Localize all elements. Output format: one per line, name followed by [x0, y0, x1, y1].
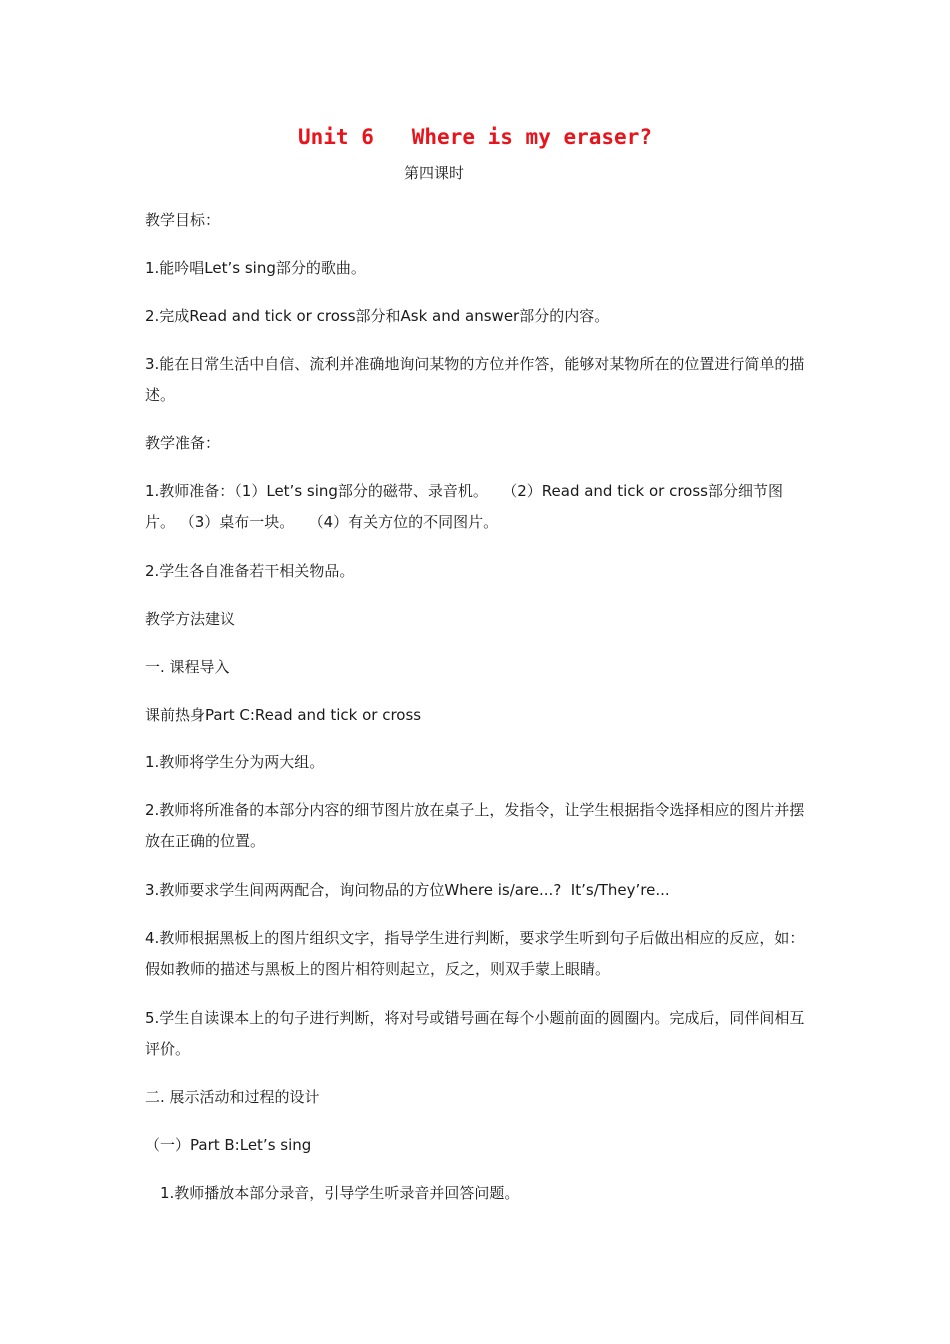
paragraph: 4.教师根据黑板上的图片组织文字，指导学生进行判断，要求学生听到句子后做出相应的反应，如：假如教师的描述与黑板上的图片相符则起立，反之，则双手蒙上眼睛。: [145, 929, 805, 978]
paragraph: 教学目标：: [145, 211, 221, 229]
paragraph: （一）Part B:Let’s sing: [145, 1136, 312, 1154]
paragraph: 1.能吟唱Let’s sing部分的歌曲。: [145, 259, 366, 277]
paragraph: 5.学生自读课本上的句子进行判断，将对号或错号画在每个小题前面的圆圈内。完成后，同伴间相互评价。: [145, 1009, 805, 1058]
lesson-subtitle: 第四课时: [404, 164, 465, 182]
paragraph: 二. 展示活动和过程的设计: [145, 1088, 320, 1106]
document-title: Unit 6 Where is my eraser?: [297, 125, 652, 149]
paragraph: 2.完成Read and tick or cross部分和Ask and answer部分的内容。: [145, 307, 610, 325]
paragraph: 教学方法建议: [145, 610, 236, 628]
paragraph: 课前热身Part C:Read and tick or cross: [145, 706, 422, 724]
paragraph: 1.教师播放本部分录音，引导学生听录音并回答问题。: [160, 1184, 520, 1202]
paragraph: 1.教师将学生分为两大组。: [145, 753, 325, 771]
paragraph: 一. 课程导入: [145, 658, 230, 676]
paragraph: 2.学生各自准备若干相关物品。: [145, 562, 355, 580]
paragraph: 教学准备：: [145, 434, 221, 452]
paragraph: 3.能在日常生活中自信、流利并准确地询问某物的方位并作答，能够对某物所在的位置进行简单的描述。: [145, 355, 805, 404]
paragraph: 3.教师要求学生间两两配合，询问物品的方位Where is/are...? It’s/They’re...: [145, 881, 670, 899]
paragraph: 1.教师准备：（1）Let’s sing部分的磁带、录音机。 （2）Read and tick or cross部分细节图片。 （3）桌布一块。 （4）有关方位的不同图片。: [145, 482, 783, 531]
paragraph: 2.教师将所准备的本部分内容的细节图片放在桌子上，发指令，让学生根据指令选择相应的图片并摆放在正确的位置。: [145, 801, 805, 850]
